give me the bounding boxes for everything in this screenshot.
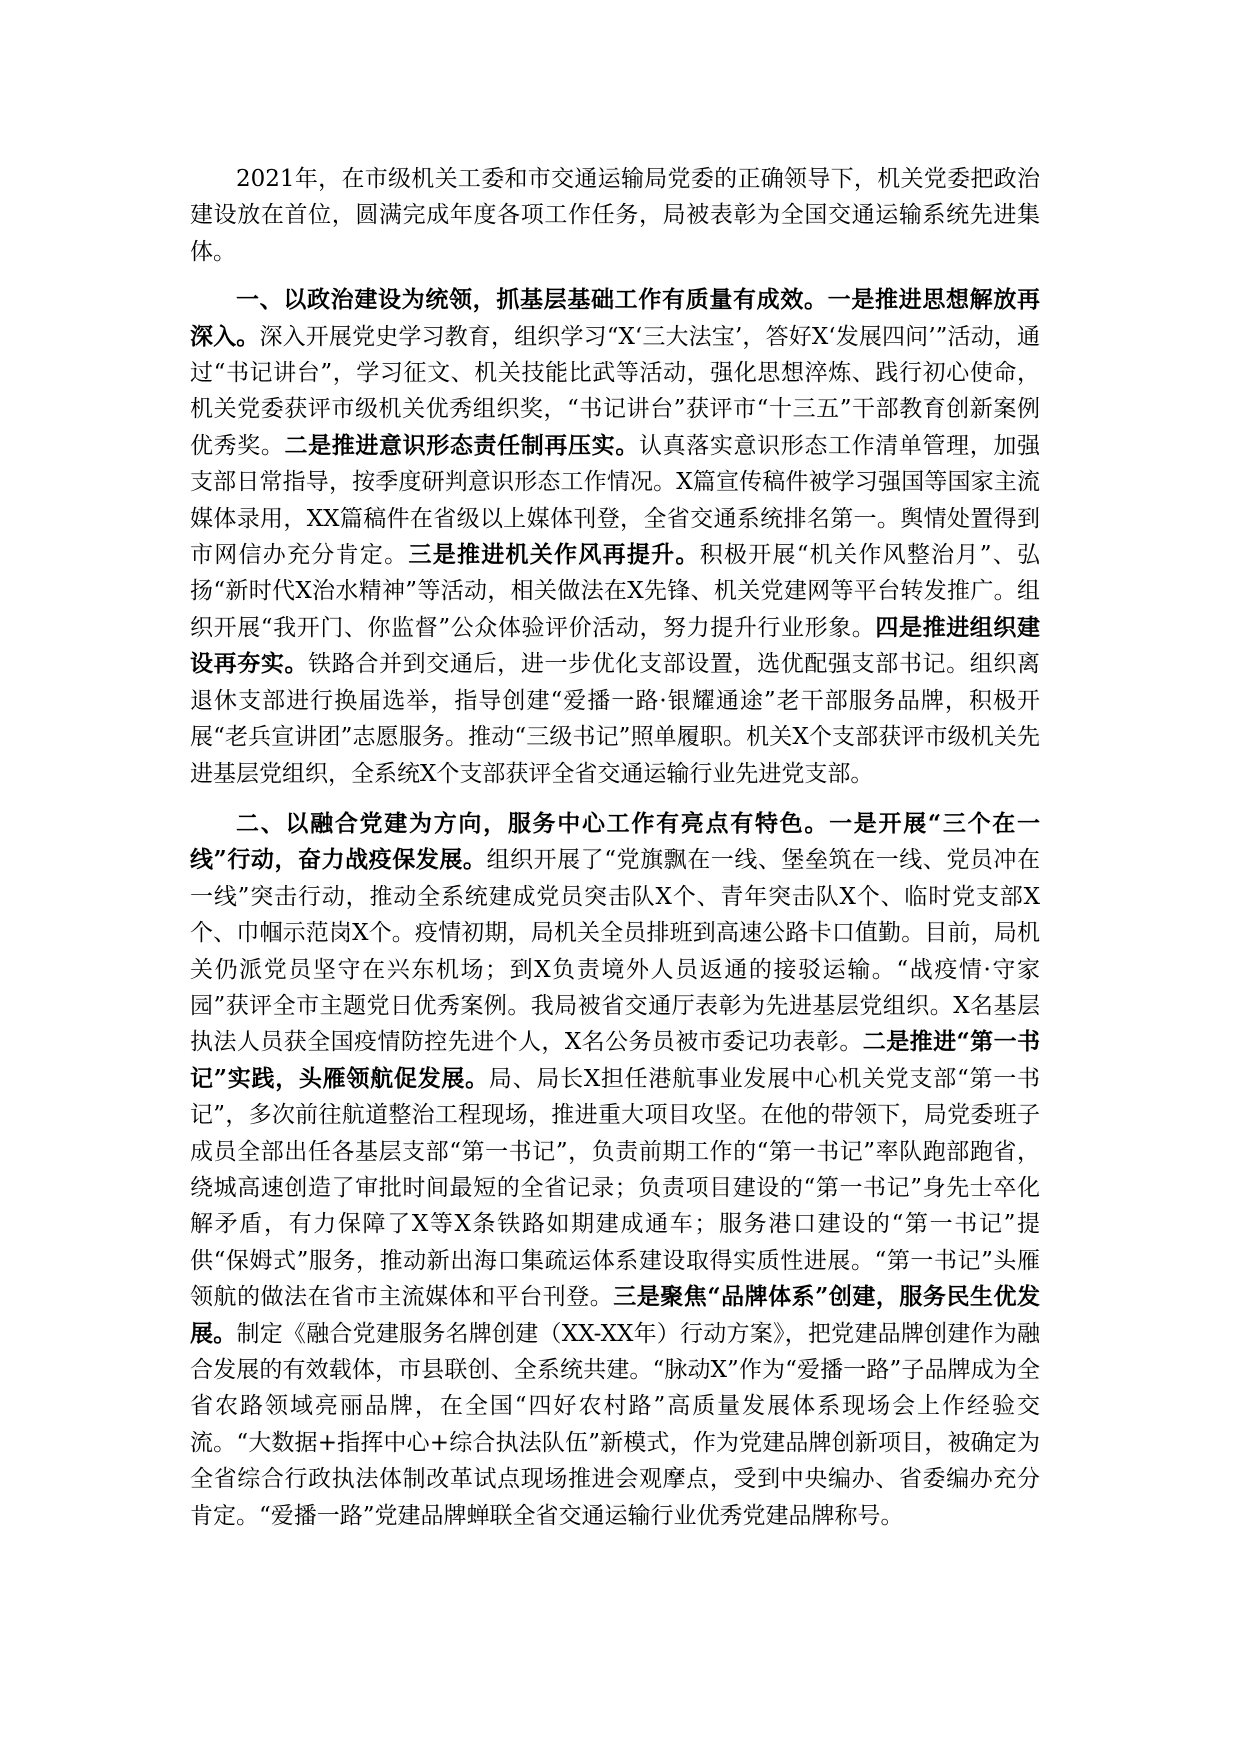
section-1-point-3-body: 积极开展“机关作风整治月”、弘扬“新时代X治水精神”等活动，相关做法在X先锋、机关党建网等平台转发推广。组织开展“我开门、你监督”公众体验评价活动，努力提升行业形象。 — [190, 542, 1040, 641]
section-2-heading: 二、以融合党建为方向，服务中心工作有亮点有特色。 — [236, 809, 830, 837]
section-1-point-2-body: 认真落实意识形态工作清单管理，加强支部日常指导，按季度研判意识形态工作情况。X篇宣传稿件被学习强国等国家主流媒体录用，XX篇稿件在省级以上媒体刊登，全省交通系统排名第一。舆情处置得到市网信办充分肯定。 — [190, 432, 1041, 569]
section-2-point-3-title: 三是聚焦“品牌体系”创建，服务民生优发展。 — [190, 1283, 1040, 1347]
section-1-point-1-title: 一是推进思想解放再深入。 — [190, 286, 1041, 350]
intro-text: 2021年，在市级机关工委和市交通运输局党委的正确领导下，机关党委把政治建设放在首位，圆满完成年度各项工作任务，局被表彰为全国交通运输系统先进集体。 — [190, 166, 1040, 265]
intro-paragraph — [190, 161, 1040, 270]
section-1-heading: 一、以政治建设为统领，抓基层基础工作有质量有成效。 — [236, 286, 828, 314]
section-1-paragraph — [190, 282, 1040, 792]
section-2-point-2-body: 局、局长X担任港航事业发展中心机关党支部“第一书记”，多次前往航道整治工程现场，推进重大项目攻坚。在他的带领下，局党委班子成员全部出任各基层支部“第一书记”，负责前期工作的“第一书记”率队跑部跑省，绕城高速创造了审批时间最短的全省记录；负责项目建设的“第一书记”身先士卒化解矛盾，有力保障了X等X条铁路如期建成通车；服务港口建设的“第一书记”提供“保姆式”服务，推动新出海口集疏运体系建设取得实质性进展。“第一书记”头雁领航的做法在省市主流媒体和平台刊登。 — [190, 1065, 1041, 1311]
section-1-point-4-body: 铁路合并到交通后，进一步优化支部设置，选优配强支部书记。组织离退休支部进行换届选举，指导创建“爱播一路·银耀通途”老干部服务品牌，积极开展“老兵宣讲团”志愿服务。推动“三级书记”照单履职。机关X个支部获评市级机关先进基层党组织，全系统X个支部获评全省交通运输行业先进党支部。 — [190, 651, 1041, 787]
document-body — [190, 161, 1040, 1548]
section-1-point-1-body: 深入开展党史学习教育，组织学习“X‘三大法宝’，答好X‘发展四问’”活动，通过“书记讲台”，学习征文、机关技能比武等活动，强化思想淬炼、践行初心使命，机关党委获评市级机关优秀组织奖，“书记讲台”获评市“十三五”干部教育创新案例优秀奖。 — [190, 323, 1041, 459]
section-2-point-1-title: 一是开展“三个在一线”行动，奋力战疫保发展。 — [190, 809, 1040, 874]
section-2-point-3-body: 制定《融合党建服务名牌创建（XX-XX年）行动方案》，把党建品牌创建作为融合发展的有效载体，市县联创、全系统共建。“脉动X”作为“爱播一路”子品牌成为全省农路领域亮丽品牌，在全国“四好农村路”高质量发展体系现场会上作经验交流。“大数据+指挥中心+综合执法队伍”新模式，作为党建品牌创新项目，被确定为全省综合行政执法体制改革试点现场推进会观摩点，受到中央编办、省委编办充分肯定。“爱播一路”党建品牌蝉联全省交通运输行业优秀党建品牌称号。 — [190, 1320, 1040, 1529]
section-2-point-1-body: 组织开展了“党旗飘在一线、堡垒筑在一线、党员冲在一线”突击行动，推动全系统建成党员突击队X个、青年突击队X个、临时党支部X个、巾帼示范岗X个。疫情初期，局机关全员排班到高速公路卡口值勤。目前，局机关仍派党员坚守在兴东机场；到X负责境外人员返通的接驳运输。“战疫情·守家园”获评全市主题党日优秀案例。我局被省交通厅表彰为先进基层党组织。X名基层执法人员获全国疫情防控先进个人，X名公务员被市委记功表彰。 — [190, 847, 1040, 1056]
section-1-point-2-title: 二是推进意识形态责任制再压实。 — [284, 431, 639, 459]
section-2-point-2-title: 二是推进“第一书记”实践，头雁领航促发展。 — [190, 1028, 1041, 1092]
section-2-paragraph — [190, 806, 1040, 1534]
section-1-point-4-title: 四是推进组织建设再夯实。 — [190, 613, 1041, 678]
section-1-point-3-title: 三是推进机关作风再提升。 — [408, 541, 700, 569]
